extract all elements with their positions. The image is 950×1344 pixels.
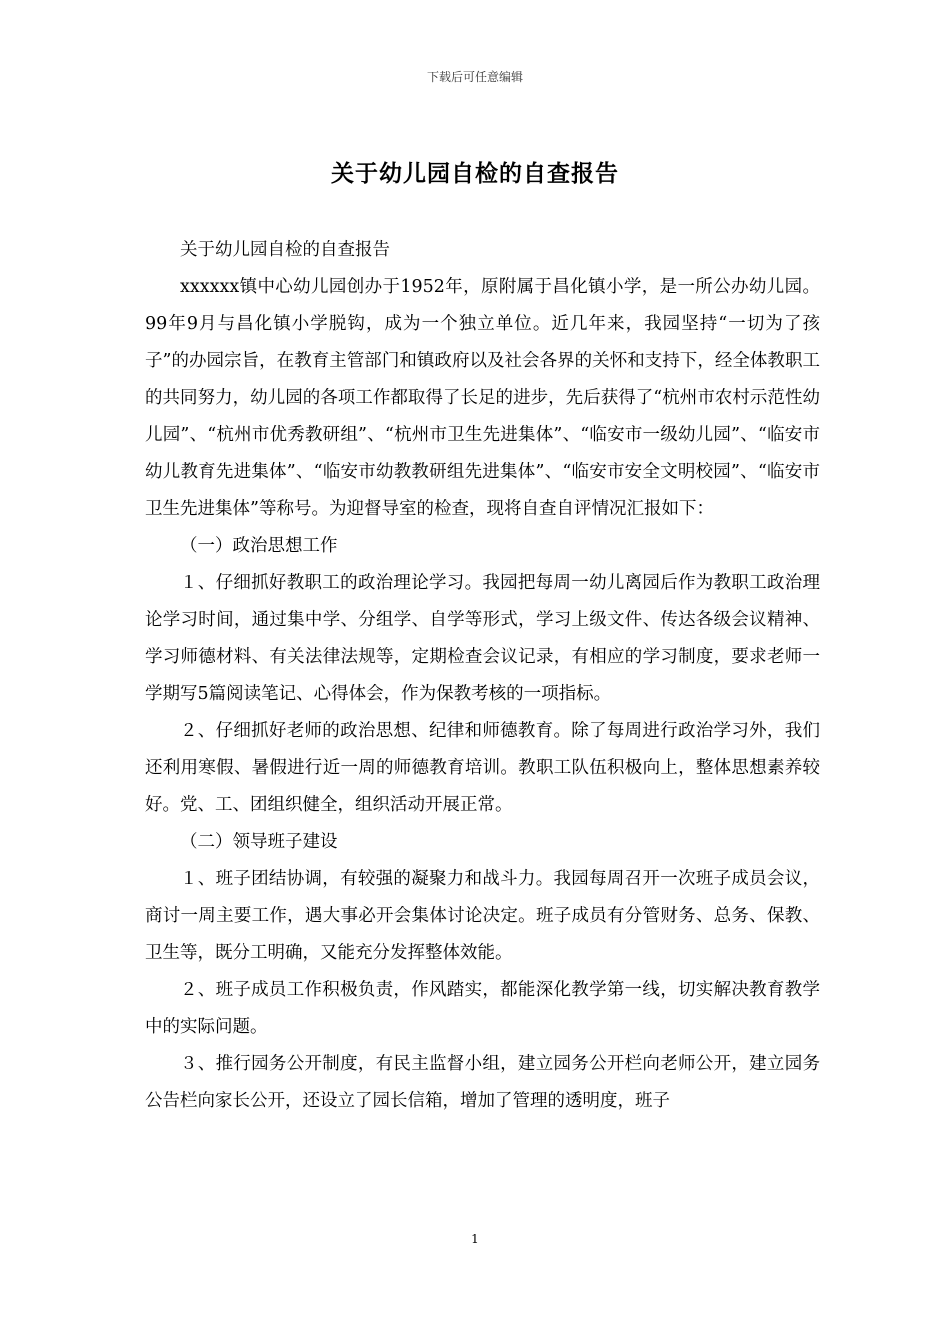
paragraph: ２、仔细抓好老师的政治思想、纪律和师德教育。除了每周进行政治学习外，我们还利用寒假、暑假进行近一周的师德教育培训。教职工队伍积极向上，整体思想素养较好。党、工、团组织健全，组织活动开展正常。 — [145, 721, 820, 815]
section-heading-political: （一）政治思想工作 — [180, 536, 338, 556]
section-heading-leadership: （二）领导班子建设 — [180, 832, 338, 852]
paragraph: １、班子团结协调，有较强的凝聚力和战斗力。我园每周召开一次班子成员会议，商讨一周主要工作，遇大事必开会集体讨论决定。班子成员有分管财务、总务、保教、卫生等，既分工明确，又能充分发挥整体效能。 — [145, 869, 820, 963]
document-title: 关于幼儿园自检的自查报告 — [331, 161, 619, 187]
paragraph-subtitle: 关于幼儿园自检的自查报告 — [180, 240, 390, 260]
document-body — [145, 232, 820, 1120]
paragraph: ２、班子成员工作积极负责，作风踏实，都能深化教学第一线，切实解决教育教学中的实际问题。 — [145, 980, 820, 1037]
paragraph-intro: xxxxxx镇中心幼儿园创办于1952年，原附属于昌化镇小学，是一所公办幼儿园。99年9月与昌化镇小学脱钩，成为一个独立单位。近几年来，我园坚持“一切为了孩子”的办园宗旨，在教育主管部门和镇政府以及社会各界的关怀和支持下，经全体教职工的共同努力，幼儿园的各项工作都取得了长足的进步，先后获得了“杭州市农村示范性幼儿园”、“杭州市优秀教研组”、“杭州市卫生先进集体”、“临安市一级幼儿园”、“临安市幼儿教育先进集体”、“临安市幼教教研组先进集体”、“临安市安全文明校园”、“临安市卫生先进集体”等称号。为迎督导室的检查，现将自查自评情况汇报如下： — [145, 277, 820, 519]
paragraph: １、仔细抓好教职工的政治理论学习。我园把每周一幼儿离园后作为教职工政治理论学习时间，通过集中学、分组学、自学等形式，学习上级文件、传达各级会议精神、学习师德材料、有关法律法规等，定期检查会议记录，有相应的学习制度，要求老师一学期写5篇阅读笔记、心得体会，作为保教考核的一项指标。 — [145, 573, 820, 704]
paragraph: ３、推行园务公开制度，有民主监督小组，建立园务公开栏向老师公开，建立园务公告栏向家长公开，还设立了园长信箱，增加了管理的透明度，班子 — [145, 1054, 820, 1111]
header-note: 下载后可任意编辑 — [426, 70, 523, 84]
page-number: 1 — [471, 1232, 479, 1246]
